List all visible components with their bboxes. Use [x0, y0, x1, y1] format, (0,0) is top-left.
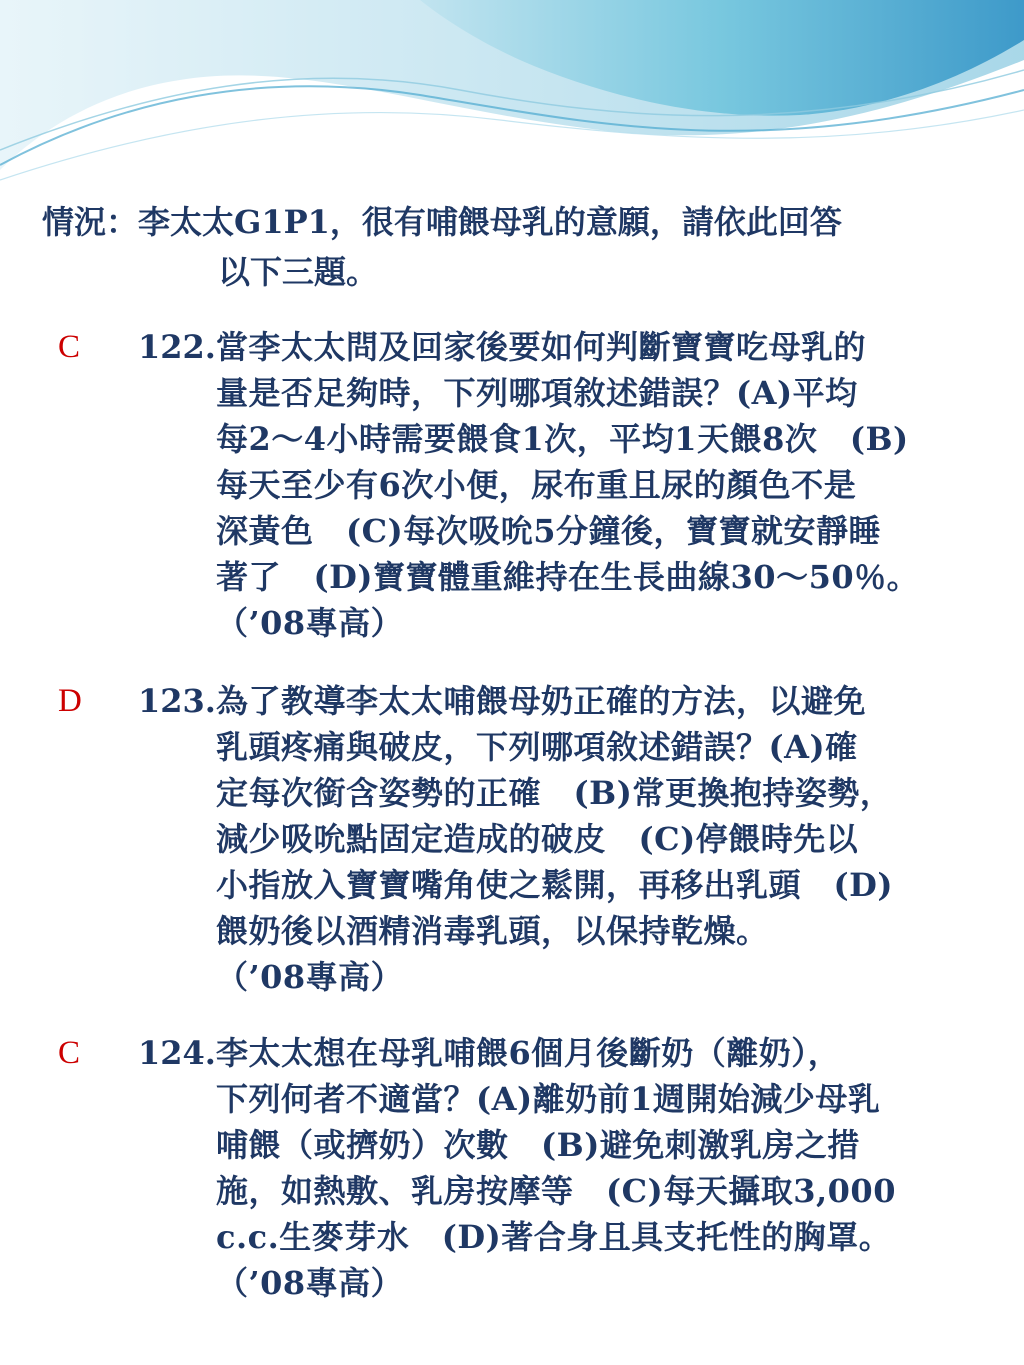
scenario-line-2: 以下三題。: [218, 253, 379, 291]
question-line: 為了教導李太太哺餵母奶正確的方法，以避免: [216, 682, 867, 720]
answer-key: C: [58, 1035, 81, 1071]
question-source: （’08專高）: [216, 958, 404, 996]
scenario-text: [42, 197, 972, 297]
question-line: 下列何者不適當？(A)離奶前1週開始減少母乳: [216, 1080, 881, 1118]
question-text: [216, 324, 1001, 646]
question-source: （’08專高）: [216, 604, 404, 642]
question-line: 小指放入寶寶嘴角使之鬆開，再移出乳頭 (D): [216, 866, 894, 904]
question-line: 李太太想在母乳哺餵6個月後斷奶（離奶），: [216, 1034, 841, 1072]
question-text: [216, 1030, 1001, 1306]
question-text: [216, 678, 1001, 1000]
question-line: 定每次銜含姿勢的正確 (B)常更換抱持姿勢，: [216, 774, 893, 812]
answer-key: C: [58, 329, 81, 365]
question-line: 乳頭疼痛與破皮，下列哪項敘述錯誤？(A)確: [216, 728, 858, 766]
question-line: 量是否足夠時，下列哪項敘述錯誤？(A)平均: [216, 374, 858, 412]
question-line: c.c.生麥芽水 (D)著合身且具支托性的胸罩。: [216, 1218, 892, 1256]
question-number: 122.: [138, 328, 216, 366]
question-line: 哺餵（或擠奶）次數 (B)避免刺激乳房之措: [216, 1126, 860, 1164]
question-line: 施，如熱敷、乳房按摩等 (C)每天攝取3,000: [216, 1172, 896, 1210]
question-line: 深黃色 (C)每次吸吮5分鐘後，寶寶就安靜睡: [216, 512, 882, 550]
question-line: 餵奶後以酒精消毒乳頭，以保持乾燥。: [216, 912, 769, 950]
question-line: 每2～4小時需要餵食1次，平均1天餵8次 (B): [216, 420, 909, 458]
answer-key: D: [58, 683, 82, 719]
question-number: 123.: [138, 682, 216, 720]
question-line: 每天至少有6次小便，尿布重且尿的顏色不是: [216, 466, 857, 504]
question-number: 124.: [138, 1034, 216, 1072]
scenario-line-1: 情況：李太太G1P1，很有哺餵母乳的意願，請依此回答: [42, 203, 842, 241]
question-line: 當李太太問及回家後要如何判斷寶寶吃母乳的: [216, 328, 867, 366]
question-source: （’08專高）: [216, 1264, 404, 1302]
question-line: 減少吸吮點固定造成的破皮 (C)停餵時先以: [216, 820, 859, 858]
question-line: 著了 (D)寶寶體重維持在生長曲線30～50％。: [216, 558, 920, 596]
